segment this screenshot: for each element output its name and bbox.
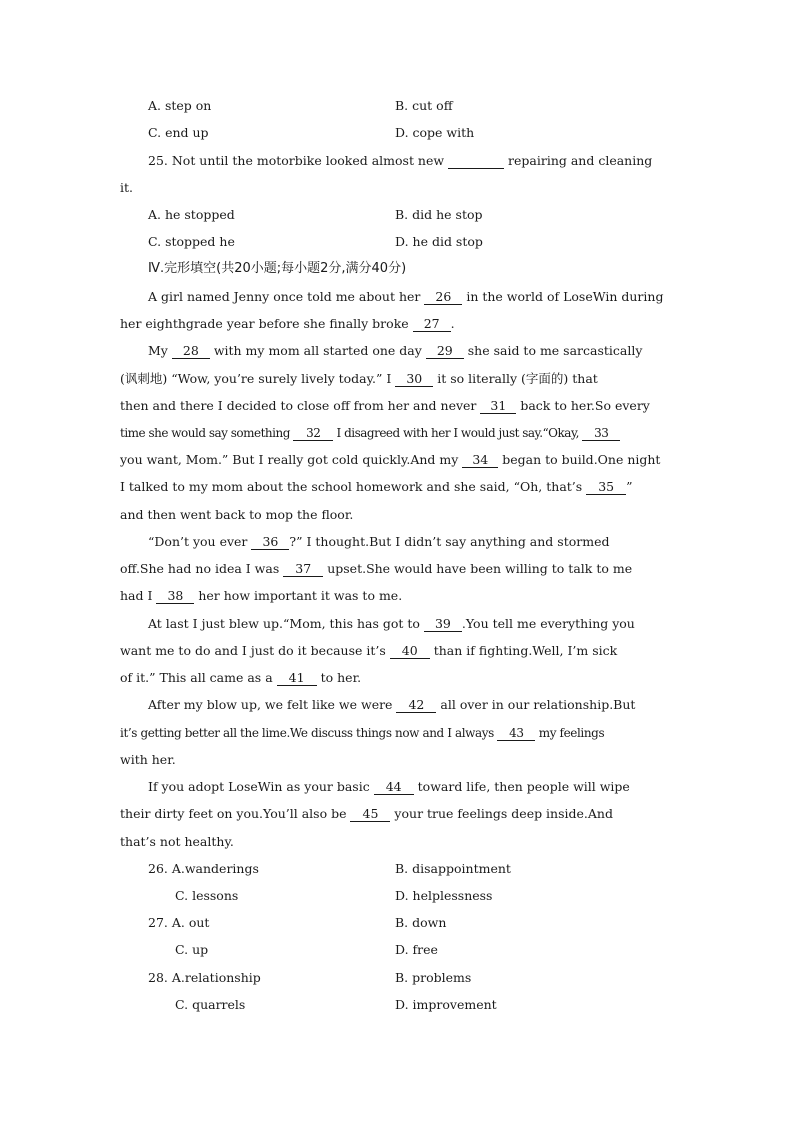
passage-text: At last I just blew up.“Mom, this has got to <box>148 616 424 631</box>
blank-28: 28 <box>172 344 210 359</box>
section-heading: Ⅳ.完形填空(共20小题;每小题2分,满分40分) <box>148 261 407 276</box>
blank-26: 26 <box>424 290 462 305</box>
blank-37: 37 <box>283 562 323 577</box>
passage-line <box>120 643 617 659</box>
blank-30: 30 <box>395 372 433 387</box>
q28-option-a: 28. A.relationship <box>148 970 261 985</box>
passage-text: to her. <box>316 670 362 685</box>
passage-text: back to her.So every <box>516 398 650 413</box>
blank-34: 34 <box>462 453 498 468</box>
passage-line: with her. <box>120 752 176 767</box>
blank-36: 36 <box>251 535 289 550</box>
blank-27: 27 <box>413 317 451 332</box>
passage-text: my feelings <box>535 726 605 740</box>
q25-option-d: D. he did stop <box>395 234 483 249</box>
passage-text: want me to do and I just do it because it’s <box>120 643 390 658</box>
passage-text: your true feelings deep inside.And <box>390 806 613 821</box>
passage-line: and then went back to mop the floor. <box>120 507 354 522</box>
passage-text: “Don’t you ever <box>148 534 252 549</box>
blank-35: 35 <box>586 480 626 495</box>
q27-option-c: C. up <box>175 942 209 957</box>
q25-option-c: C. stopped he <box>148 234 235 249</box>
passage-line <box>148 289 663 305</box>
passage-line <box>120 479 633 495</box>
q28-option-b: B. problems <box>395 970 472 985</box>
passage-text: upset.She would have been willing to talk to me <box>323 561 633 576</box>
q26-option-c: C. lessons <box>175 888 239 903</box>
blank-44: 44 <box>374 780 414 795</box>
q25-stem-end: repairing and cleaning <box>504 153 653 168</box>
passage-text: it’s getting better all the lime.We discuss things now and I always <box>120 726 498 740</box>
q25-stem-start: 25. Not until the motorbike looked almost new <box>148 153 449 168</box>
blank-41: 41 <box>277 671 317 686</box>
passage-text: I talked to my mom about the school homework and she said, “Oh, that’s <box>120 479 587 494</box>
blank-31: 31 <box>480 399 516 414</box>
q24-option-d: D. cope with <box>395 125 475 140</box>
passage-line <box>120 371 598 387</box>
passage-text: their dirty feet on you.You’ll also be <box>120 806 351 821</box>
q25-stem <box>148 153 652 169</box>
blank-40: 40 <box>390 644 430 659</box>
passage-line <box>120 452 660 468</box>
q28-option-c: C. quarrels <box>175 997 246 1012</box>
passage-text: her eighthgrade year before she finally broke <box>120 316 413 331</box>
passage-text: in the world of LoseWin during <box>462 289 664 304</box>
q24-option-c: C. end up <box>148 125 209 140</box>
blank-32: 32 <box>293 426 333 441</box>
q26-option-a: 26. A.wanderings <box>148 861 259 876</box>
q27-option-d: D. free <box>395 942 438 957</box>
passage-text: her how important it was to me. <box>194 588 403 603</box>
passage-line <box>120 425 620 441</box>
passage-line <box>148 534 609 550</box>
passage-text: with my mom all started one day <box>209 343 426 358</box>
passage-text: ” <box>626 479 633 494</box>
passage-text: had I <box>120 588 157 603</box>
passage-text: A girl named Jenny once told me about her <box>148 289 425 304</box>
q25-stem-cont: it. <box>120 180 133 195</box>
passage-text: than if fighting.Well, I’m sick <box>429 643 618 658</box>
passage-line <box>120 670 361 686</box>
passage-text: ?” I thought.But I didn’t say anything and stormed <box>289 534 610 549</box>
blank-29: 29 <box>426 344 464 359</box>
passage-text: she said to me sarcastically <box>463 343 643 358</box>
passage-line <box>120 398 650 414</box>
q28-option-d: D. improvement <box>395 997 497 1012</box>
blank-33: 33 <box>582 426 620 441</box>
passage-line <box>120 561 632 577</box>
passage-text: If you adopt LoseWin as your basic <box>148 779 374 794</box>
passage-text: .You tell me everything you <box>461 616 635 631</box>
passage-text: toward life, then people will wipe <box>413 779 630 794</box>
blank-42: 42 <box>396 698 436 713</box>
blank-39: 39 <box>424 617 462 632</box>
passage-line <box>148 697 635 713</box>
passage-text: then and there I decided to close off from her and never <box>120 398 481 413</box>
q26-option-d: D. helplessness <box>395 888 493 903</box>
passage-line <box>120 806 613 822</box>
passage-line <box>120 316 455 332</box>
q25-option-a: A. he stopped <box>148 207 235 222</box>
passage-text: of it.” This all came as a <box>120 670 277 685</box>
passage-line: that’s not healthy. <box>120 834 234 849</box>
q25-blank <box>448 154 504 169</box>
q27-option-b: B. down <box>395 915 447 930</box>
passage-line <box>148 779 630 795</box>
passage-text: began to build.One night <box>498 452 661 467</box>
blank-43: 43 <box>497 726 535 741</box>
passage-line <box>120 588 402 604</box>
passage-text: it so literally (字面的) that <box>433 371 598 386</box>
q24-option-b: B. cut off <box>395 98 453 113</box>
passage-text: all over in our relationship.But <box>436 697 636 712</box>
blank-45: 45 <box>350 807 390 822</box>
passage-text: I disagreed with her I would just say.“Okay, <box>333 426 583 440</box>
passage-text: off.She had no idea I was <box>120 561 284 576</box>
q25-option-b: B. did he stop <box>395 207 483 222</box>
passage-text: After my blow up, we felt like we were <box>148 697 397 712</box>
passage-text: . <box>450 316 455 331</box>
q24-option-a: A. step on <box>148 98 212 113</box>
passage-text: you want, Mom.” But I really got cold quickly.And my <box>120 452 463 467</box>
q26-option-b: B. disappointment <box>395 861 511 876</box>
blank-38: 38 <box>156 589 194 604</box>
passage-line <box>148 616 635 632</box>
passage-line <box>120 725 604 741</box>
passage-text: (讽刺地) “Wow, you’re surely lively today.” I <box>120 371 396 386</box>
passage-text: time she would say something <box>120 426 294 440</box>
passage-text: My <box>148 343 172 358</box>
passage-line <box>148 343 642 359</box>
q27-option-a: 27. A. out <box>148 915 210 930</box>
